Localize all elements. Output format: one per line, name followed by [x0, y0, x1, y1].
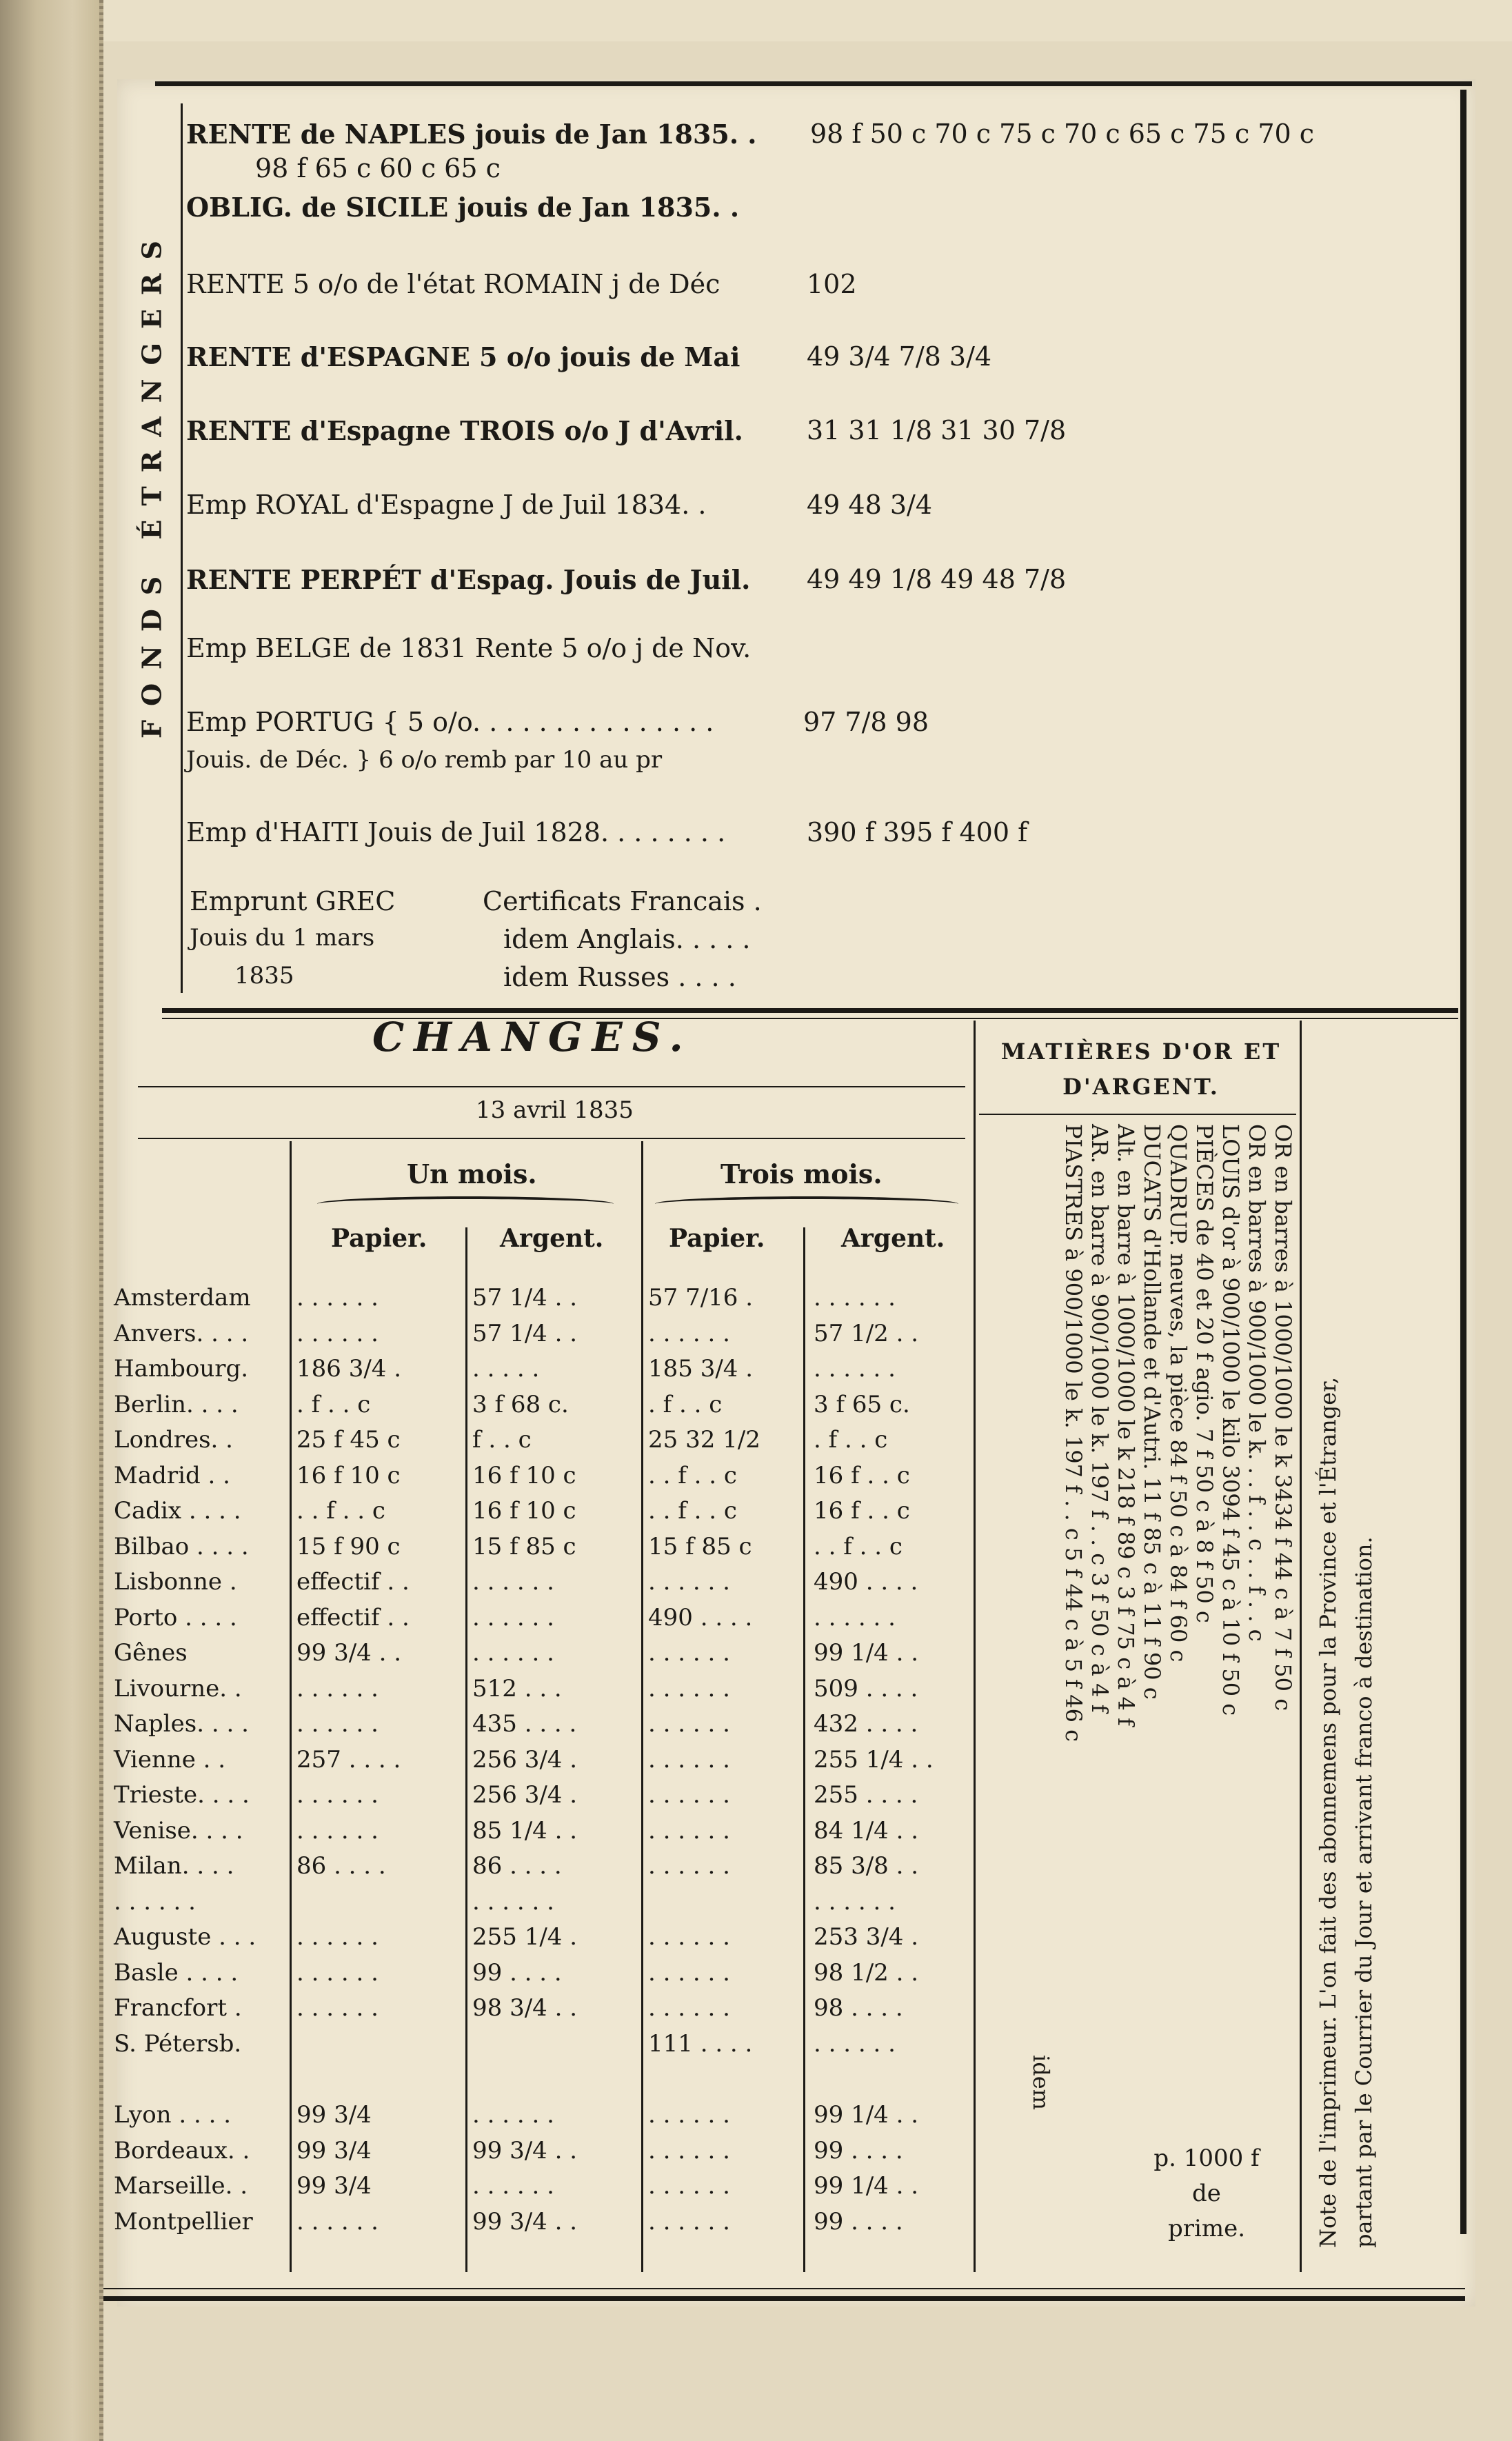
matieres-col-rule — [1300, 1021, 1302, 2272]
fonds-row-name: RENTE d'ESPAGNE 5 o/o jouis de Mai — [186, 341, 740, 372]
changes-cell-c1: . . . . . . — [296, 1923, 379, 1951]
papier-heading: Papier. — [669, 1224, 765, 1253]
changes-cell-c2: 3 f 68 c. — [472, 1390, 569, 1418]
changes-city: Amsterdam — [114, 1284, 251, 1312]
changes-cell-c2: . . . . . . — [472, 1887, 554, 1916]
matieres-line — [1045, 1124, 1087, 2186]
fonds-row-name: OBLIG. de SICILE jouis de Jan 1835. . — [186, 192, 740, 223]
changes-city: Porto . . . . — [114, 1603, 237, 1631]
changes-cell-c2: 57 1/4 . . — [472, 1319, 578, 1347]
fonds-row-col2: idem Anglais. . . . . — [503, 924, 751, 954]
trois-mois-heading: Trois mois. — [720, 1158, 883, 1189]
changes-city: Basle . . . . — [114, 1958, 239, 1987]
fonds-row-name-cont: Jouis. de Déc. } 6 o/o remb par 10 au pr — [186, 746, 663, 774]
changes-cell-c3: . . . . . . — [648, 2101, 730, 2129]
changes-cell-c4: 99 1/4 . . — [814, 2101, 919, 2129]
fonds-row-name: Emp d'HAITI Jouis de Juil 1828. . . . . . . . — [186, 817, 726, 847]
printer-note-line: partant par le Courrier du Jour et arrivant franco à destination. — [1351, 1536, 1377, 2248]
changes-cell-c3: . . . . . . — [648, 1816, 730, 1845]
changes-cell-c1: 15 f 90 c — [296, 1532, 401, 1560]
changes-cell-c1: . . . . . . — [296, 1710, 379, 1738]
matieres-line-text: PIÈCES de 40 et 20 f agio. 7 f 50 c à 8 f 50 c — [1191, 1124, 1218, 1623]
argent-heading: Argent. — [500, 1224, 604, 1253]
changes-cell-c1: . . . . . . — [296, 1958, 379, 1987]
changes-cell-c3: . f . . c — [648, 1390, 723, 1418]
changes-cell-c4: 253 3/4 . — [814, 1923, 919, 1951]
changes-cell-c3: 15 f 85 c — [648, 1532, 752, 1560]
changes-cell-c3: . . . . . . — [648, 2136, 730, 2164]
changes-date-rule — [138, 1138, 965, 1139]
changes-cell-c1: 99 3/4 . . — [296, 1639, 402, 1667]
changes-city: Milan. . . . — [114, 1852, 234, 1880]
changes-col-rule — [465, 1227, 467, 2272]
matieres-line-text: PIASTRES à 900/1000 le k. 197 f . . c 5 f 44 c à 5 f 46 c — [1060, 1124, 1087, 1742]
changes-cell-c1: 186 3/4 . — [296, 1355, 402, 1383]
changes-cell-c1: 99 3/4 — [296, 2136, 372, 2164]
changes-city: Londres. . — [114, 1426, 233, 1454]
changes-city: Francfort . — [114, 1994, 242, 2022]
changes-cell-c1: 99 3/4 — [296, 2101, 372, 2129]
changes-cell-c4: . . . . . . — [814, 1355, 896, 1383]
changes-cell-c4: 98 1/2 . . — [814, 1958, 919, 1987]
changes-cell-c3: . . f . . c — [648, 1497, 737, 1525]
changes-city: Livourne. . — [114, 1674, 242, 1702]
changes-cell-c4: 16 f . . c — [814, 1497, 910, 1525]
un-mois-heading: Un mois. — [407, 1158, 537, 1189]
fonds-row-value: 97 7/8 98 — [803, 707, 929, 737]
fonds-left-rule — [181, 103, 183, 993]
changes-city: Gênes — [114, 1639, 188, 1667]
page-top-edge — [103, 0, 1512, 41]
fonds-row-name: RENTE d'Espagne TROIS o/o J d'Avril. — [186, 415, 743, 446]
changes-col-rule — [803, 1227, 805, 2272]
changes-cell-c3: . . . . . . — [648, 1319, 730, 1347]
changes-cell-c4: 99 1/4 . . — [814, 1639, 919, 1667]
changes-top-rule — [162, 1008, 1458, 1013]
changes-cell-c1: 25 f 45 c — [296, 1426, 401, 1454]
changes-cell-c1: effectif . . — [296, 1603, 410, 1631]
changes-city: Berlin. . . . — [114, 1390, 239, 1418]
right-border — [1460, 90, 1466, 2234]
changes-title: CHANGES. — [372, 1014, 693, 1061]
changes-city: Trieste. . . . — [114, 1781, 250, 1809]
changes-cell-c2: . . . . . — [472, 1355, 540, 1383]
changes-cell-c1: . . . . . . — [296, 1674, 379, 1702]
changes-city: Hambourg. — [114, 1355, 249, 1383]
changes-city: Lisbonne . — [114, 1568, 237, 1596]
matieres-title: MATIÈRES D'OR ET D'ARGENT. — [1000, 1038, 1282, 1101]
changes-cell-c4: 509 . . . . — [814, 1674, 918, 1702]
fonds-row-value: 390 f 395 f 400 f — [807, 817, 1028, 847]
changes-cell-c3: 490 . . . . — [648, 1603, 753, 1631]
changes-cell-c3: . . . . . . — [648, 1781, 730, 1809]
changes-city: Venise. . . . — [114, 1816, 243, 1845]
fonds-row-value: 49 3/4 7/8 3/4 — [807, 341, 992, 372]
changes-cell-c1: . . . . . . — [296, 1284, 379, 1312]
argent-heading: Argent. — [841, 1224, 945, 1253]
changes-cell-c2: 435 . . . . — [472, 1710, 577, 1738]
changes-cell-c3: . . . . . . — [648, 1674, 730, 1702]
top-rule — [155, 81, 1472, 86]
changes-cell-c2: 256 3/4 . — [472, 1781, 578, 1809]
changes-cell-c4: . f . . c — [814, 1426, 888, 1454]
changes-cell-c3: . . . . . . — [648, 2207, 730, 2236]
prime-note — [1145, 2141, 1269, 2247]
changes-city: Marseille. . — [114, 2172, 248, 2200]
changes-cell-c4: 84 1/4 . . — [814, 1816, 919, 1845]
changes-cell-c1: . . . . . . — [296, 1319, 379, 1347]
changes-cell-c4: 85 3/8 . . — [814, 1852, 919, 1880]
changes-cell-c4: 99 . . . . — [814, 2136, 903, 2164]
changes-cell-c3: . . . . . . — [648, 1994, 730, 2022]
changes-cell-c3: 111 . . . . — [648, 2029, 753, 2058]
changes-col-rule — [290, 1141, 292, 2272]
changes-col-rule — [974, 1021, 976, 2272]
changes-cell-c2: 512 . . . — [472, 1674, 562, 1702]
changes-cell-c2: . . . . . . — [472, 2101, 554, 2129]
changes-city: S. Pétersb. — [114, 2029, 242, 2058]
changes-city: Cadix . . . . — [114, 1497, 241, 1525]
changes-cell-c3: 57 7/16 . — [648, 1284, 754, 1312]
changes-city: Montpellier — [114, 2207, 253, 2236]
bottom-rule — [103, 2296, 1465, 2301]
changes-cell-c2: 85 1/4 . . — [472, 1816, 578, 1845]
fonds-row-name: RENTE 5 o/o de l'état ROMAIN j de Déc — [186, 269, 720, 299]
changes-cell-c3: . . . . . . — [648, 1639, 730, 1667]
changes-cell-c2: . . . . . . — [472, 1639, 554, 1667]
fonds-row-name-cont: 1835 — [234, 962, 294, 990]
changes-cell-c3: . . . . . . — [648, 2172, 730, 2200]
fonds-row-value: 49 48 3/4 — [807, 490, 933, 520]
trois-mois-brace — [655, 1196, 958, 1212]
changes-cell-c2: 99 3/4 . . — [472, 2207, 578, 2236]
fonds-row-name: Emp ROYAL d'Espagne J de Juil 1834. . — [186, 490, 707, 520]
changes-cell-c1: . . . . . . — [296, 2207, 379, 2236]
changes-cell-c4: 98 . . . . — [814, 1994, 903, 2022]
changes-cell-c2: 16 f 10 c — [472, 1497, 576, 1525]
fonds-etrangers-label: FONDS ÉTRANGERS — [136, 227, 168, 739]
changes-cell-c3: . . f . . c — [648, 1461, 737, 1489]
changes-cell-c3: . . . . . . — [648, 1710, 730, 1738]
changes-cell-c3: 185 3/4 . — [648, 1355, 754, 1383]
un-mois-brace — [317, 1196, 614, 1212]
fonds-row-value: 31 31 1/8 31 30 7/8 — [807, 415, 1067, 445]
fonds-row-name: Emprunt GREC — [190, 886, 396, 916]
changes-cell-c4: 255 . . . . — [814, 1781, 918, 1809]
matieres-line-text: QUADRUP. neuves, la pièce 84 f 50 c à 84 f 60 c — [1165, 1124, 1191, 1663]
changes-cell-c4: 3 f 65 c. — [814, 1390, 910, 1418]
fonds-row-value: 49 49 1/8 49 48 7/8 — [807, 564, 1067, 594]
changes-cell-c1: 99 3/4 — [296, 2172, 372, 2200]
changes-cell-c4: . . . . . . — [814, 1887, 896, 1916]
changes-cell-c2: . . . . . . — [472, 1603, 554, 1631]
matieres-title-rule — [979, 1114, 1296, 1115]
changes-cell-c1: effectif . . — [296, 1568, 410, 1596]
changes-cell-c3: 25 32 1/2 — [648, 1426, 760, 1454]
changes-date: 13 avril 1835 — [476, 1096, 634, 1124]
printer-note-line: Note de l'imprimeur. L'on fait des abonnemens pour la Province et l'Étranger, — [1315, 1376, 1341, 2248]
changes-city: Bordeaux. . — [114, 2136, 250, 2164]
changes-cell-c1: 86 . . . . — [296, 1852, 386, 1880]
changes-cell-c1: . . f . . c — [296, 1497, 385, 1525]
changes-cell-c3: . . . . . . — [648, 1568, 730, 1596]
changes-city: Vienne . . — [114, 1745, 226, 1774]
prime-line: p. 1000 f — [1153, 2144, 1260, 2172]
fonds-row-name: Emp PORTUG { 5 o/o. . . . . . . . . . . . . . . — [186, 707, 714, 737]
papier-heading: Papier. — [331, 1224, 427, 1253]
changes-cell-c3: . . . . . . — [648, 1923, 730, 1951]
changes-city: Madrid . . — [114, 1461, 230, 1489]
changes-city: Bilbao . . . . — [114, 1532, 249, 1560]
changes-city: . . . . . . — [114, 1887, 196, 1916]
changes-cell-c1: . . . . . . — [296, 1816, 379, 1845]
changes-top-rule-thin — [162, 1018, 1458, 1019]
prime-line: de — [1192, 2180, 1221, 2207]
changes-cell-c4: 490 . . . . — [814, 1568, 918, 1596]
fonds-row-value: 102 — [807, 269, 857, 299]
changes-city: Anvers. . . . — [114, 1319, 249, 1347]
changes-cell-c1: . f . . c — [296, 1390, 371, 1418]
changes-cell-c4: . . . . . . — [814, 1284, 896, 1312]
changes-cell-c4: . . f . . c — [814, 1532, 903, 1560]
changes-cell-c2: 98 3/4 . . — [472, 1994, 578, 2022]
book-binding — [0, 0, 103, 2441]
changes-cell-c3: . . . . . . — [648, 1852, 730, 1880]
fonds-row-value-cont: 98 f 65 c 60 c 65 c — [255, 153, 501, 183]
changes-cell-c4: 99 1/4 . . — [814, 2172, 919, 2200]
fonds-row-name: Emp BELGE de 1831 Rente 5 o/o j de Nov. — [186, 633, 752, 663]
changes-cell-c2: 256 3/4 . — [472, 1745, 578, 1774]
changes-cell-c2: 99 . . . . — [472, 1958, 562, 1987]
fonds-row-col2: Certificats Francais . — [483, 886, 762, 916]
fonds-row-name-cont: Jouis du 1 mars — [190, 924, 375, 952]
changes-cell-c4: 255 1/4 . . — [814, 1745, 934, 1774]
matieres-line-text: Alt. en barre à 1000/1000 le k 218 f 89 c 3 f 75 c à 4 f — [1113, 1124, 1139, 1726]
changes-cell-c3: . . . . . . — [648, 1745, 730, 1774]
changes-col-rule — [641, 1141, 643, 2272]
changes-cell-c1: . . . . . . — [296, 1994, 379, 2022]
changes-cell-c2: 99 3/4 . . — [472, 2136, 578, 2164]
changes-cell-c4: . . . . . . — [814, 2029, 896, 2058]
changes-city: Auguste . . . — [114, 1923, 256, 1951]
changes-cell-c4: 16 f . . c — [814, 1461, 910, 1489]
matieres-line-text: OR en barres à 1000/1000 le k 3434 f 44 c à 7 f 50 c — [1270, 1124, 1296, 1711]
changes-cell-c4: 57 1/2 . . — [814, 1319, 919, 1347]
changes-cell-c2: 16 f 10 c — [472, 1461, 576, 1489]
changes-cell-c4: . . . . . . — [814, 1603, 896, 1631]
changes-cell-c1: 257 . . . . — [296, 1745, 401, 1774]
fonds-row-name: RENTE PERPÉT d'Espag. Jouis de Juil. — [186, 564, 751, 595]
bottom-rule-thin — [103, 2288, 1465, 2289]
changes-cell-c2: 255 1/4 . — [472, 1923, 578, 1951]
changes-cell-c2: . . . . . . — [472, 2172, 554, 2200]
changes-cell-c2: f . . c — [472, 1426, 532, 1454]
matieres-line-text: LOUIS d'or à 900/1000 le kilo 3094 f 45 c à 10 f 50 c — [1218, 1124, 1244, 1716]
changes-title-rule — [138, 1086, 965, 1087]
fonds-row-col2: idem Russes . . . . — [503, 962, 736, 992]
printer-note — [1310, 1021, 1386, 2248]
matieres-line-text: AR. en barre à 900/1000 le k. 197 f . . c 3 f 50 c à 4 f — [1087, 1124, 1113, 1713]
changes-city: Naples. . . . — [114, 1710, 249, 1738]
changes-cell-c2: . . . . . . — [472, 1568, 554, 1596]
changes-cell-c2: 15 f 85 c — [472, 1532, 576, 1560]
changes-cell-c1: . . . . . . — [296, 1781, 379, 1809]
prime-line: prime. — [1167, 2215, 1246, 2242]
changes-cell-c4: 99 . . . . — [814, 2207, 903, 2236]
fonds-row-name: RENTE de NAPLES jouis de Jan 1835. . — [186, 119, 757, 150]
changes-city: Lyon . . . . — [114, 2101, 232, 2129]
changes-cell-c1: 16 f 10 c — [296, 1461, 401, 1489]
changes-cell-c3: . . . . . . — [648, 1958, 730, 1987]
matieres-idem: idem — [1028, 2055, 1054, 2110]
changes-cell-c2: 86 . . . . — [472, 1852, 562, 1880]
changes-cell-c2: 57 1/4 . . — [472, 1284, 578, 1312]
fonds-row-value: 98 f 50 c 70 c 75 c 70 c 65 c 75 c 70 c — [810, 119, 1315, 149]
changes-cell-c4: 432 . . . . — [814, 1710, 918, 1738]
matieres-line-text: DUCATS d'Hollande et d'Autri. 11 f 85 c à 11 f 90 c — [1139, 1124, 1165, 1700]
matieres-line-text: OR en barres à 900/1000 le k. . . f . . c . . f . . c — [1244, 1124, 1270, 1642]
